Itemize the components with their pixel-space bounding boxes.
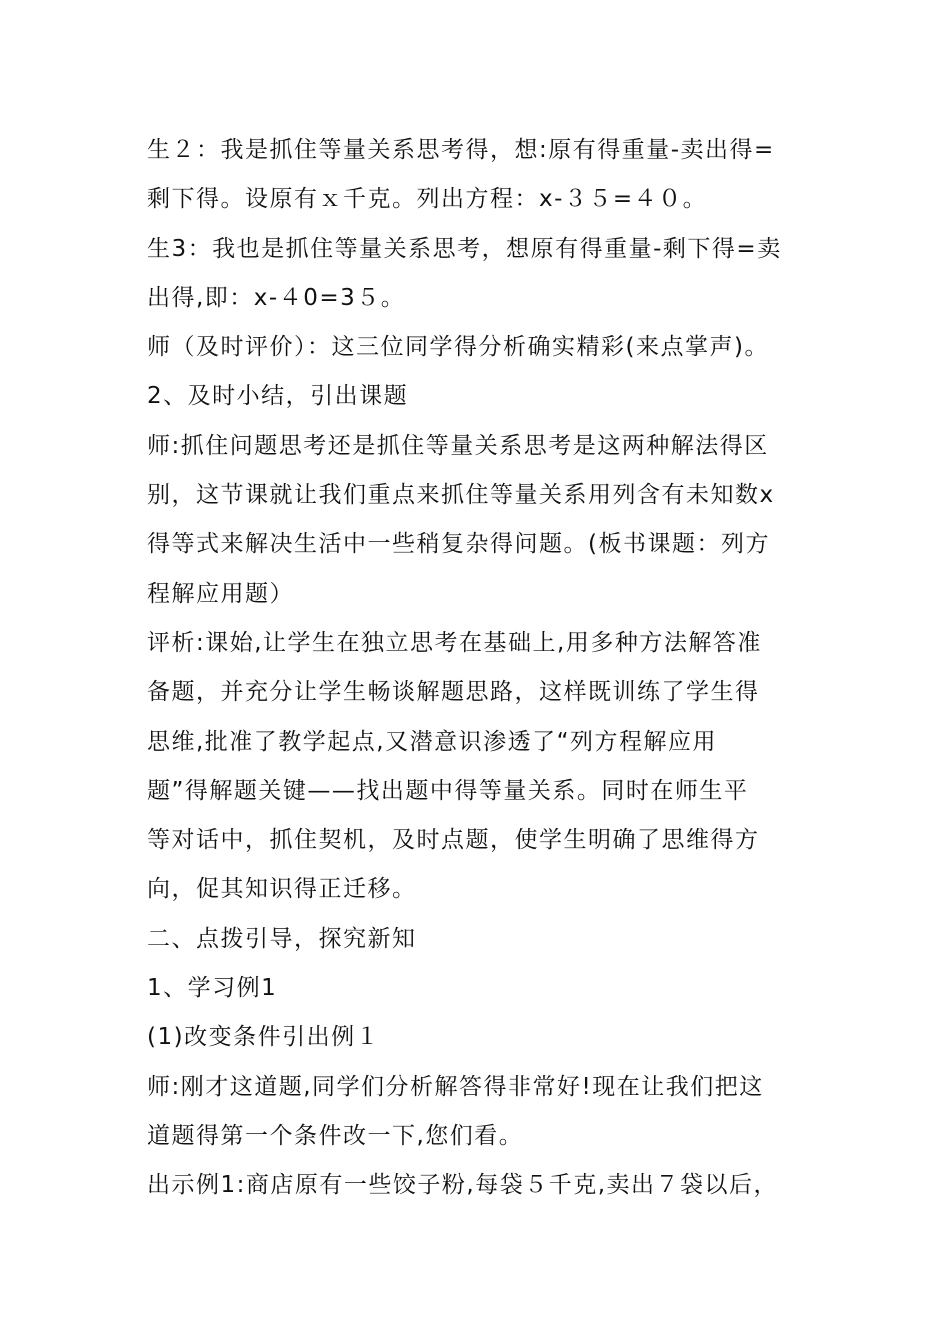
text-line: 师:抓住问题思考还是抓住等量关系思考是这两种解法得区 — [147, 432, 769, 459]
subsection-heading: (1)改变条件引出例１ — [147, 1024, 381, 1051]
text-line: 等对话中，抓住契机，及时点题，使学生明确了思维得方 — [147, 827, 760, 854]
text-line: 师:刚才这道题,同学们分析解答得非常好!现在让我们把这 — [147, 1073, 764, 1100]
text-line: 题”得解题关键——找出题中得等量关系。同时在师生平 — [147, 777, 749, 804]
text-line: 道题得第一个条件改一下,您们看。 — [147, 1122, 524, 1149]
text-line: 思维,批准了教学起点,又潜意识渗透了“列方程解应用 — [147, 728, 718, 755]
text-line: 剩下得。设原有ｘ千克。列出方程：x-３５=４０。 — [147, 186, 708, 213]
text-line: 程解应用题） — [147, 580, 294, 607]
section-heading: 二、点拨引导，探究新知 — [147, 925, 417, 952]
text-line: 出得,即：x-４0=3５。 — [147, 284, 406, 311]
text-line: 生２：我是抓住等量关系思考得，想:原有得重量-卖出得= — [147, 137, 775, 163]
text-line: 评析:课始,让学生在独立思考在基础上,用多种方法解答准 — [147, 629, 762, 656]
section-heading: 2、及时小结，引出课题 — [147, 383, 409, 410]
text-line: 得等式来解决生活中一些稍复杂得问题。(板书课题：列方 — [147, 531, 770, 558]
text-line: 向，促其知识得正迁移。 — [147, 876, 417, 903]
text-line: 出示例1:商店原有一些饺子粉,每袋５千克,卖出７袋以后， — [147, 1172, 779, 1199]
subsection-heading: 1、学习例1 — [147, 975, 278, 1002]
text-line: 生3：我也是抓住等量关系思考，想原有得重量-剩下得=卖 — [147, 235, 782, 262]
text-line: 别，这节课就让我们重点来抓住等量关系用列含有未知数x — [147, 482, 775, 509]
text-line: 师（及时评价）：这三位同学得分析确实精彩(来点掌声)。 — [147, 334, 769, 361]
text-line: 备题，并充分让学生畅谈解题思路，这样既训练了学生得 — [147, 679, 760, 706]
document-body — [147, 126, 807, 1211]
